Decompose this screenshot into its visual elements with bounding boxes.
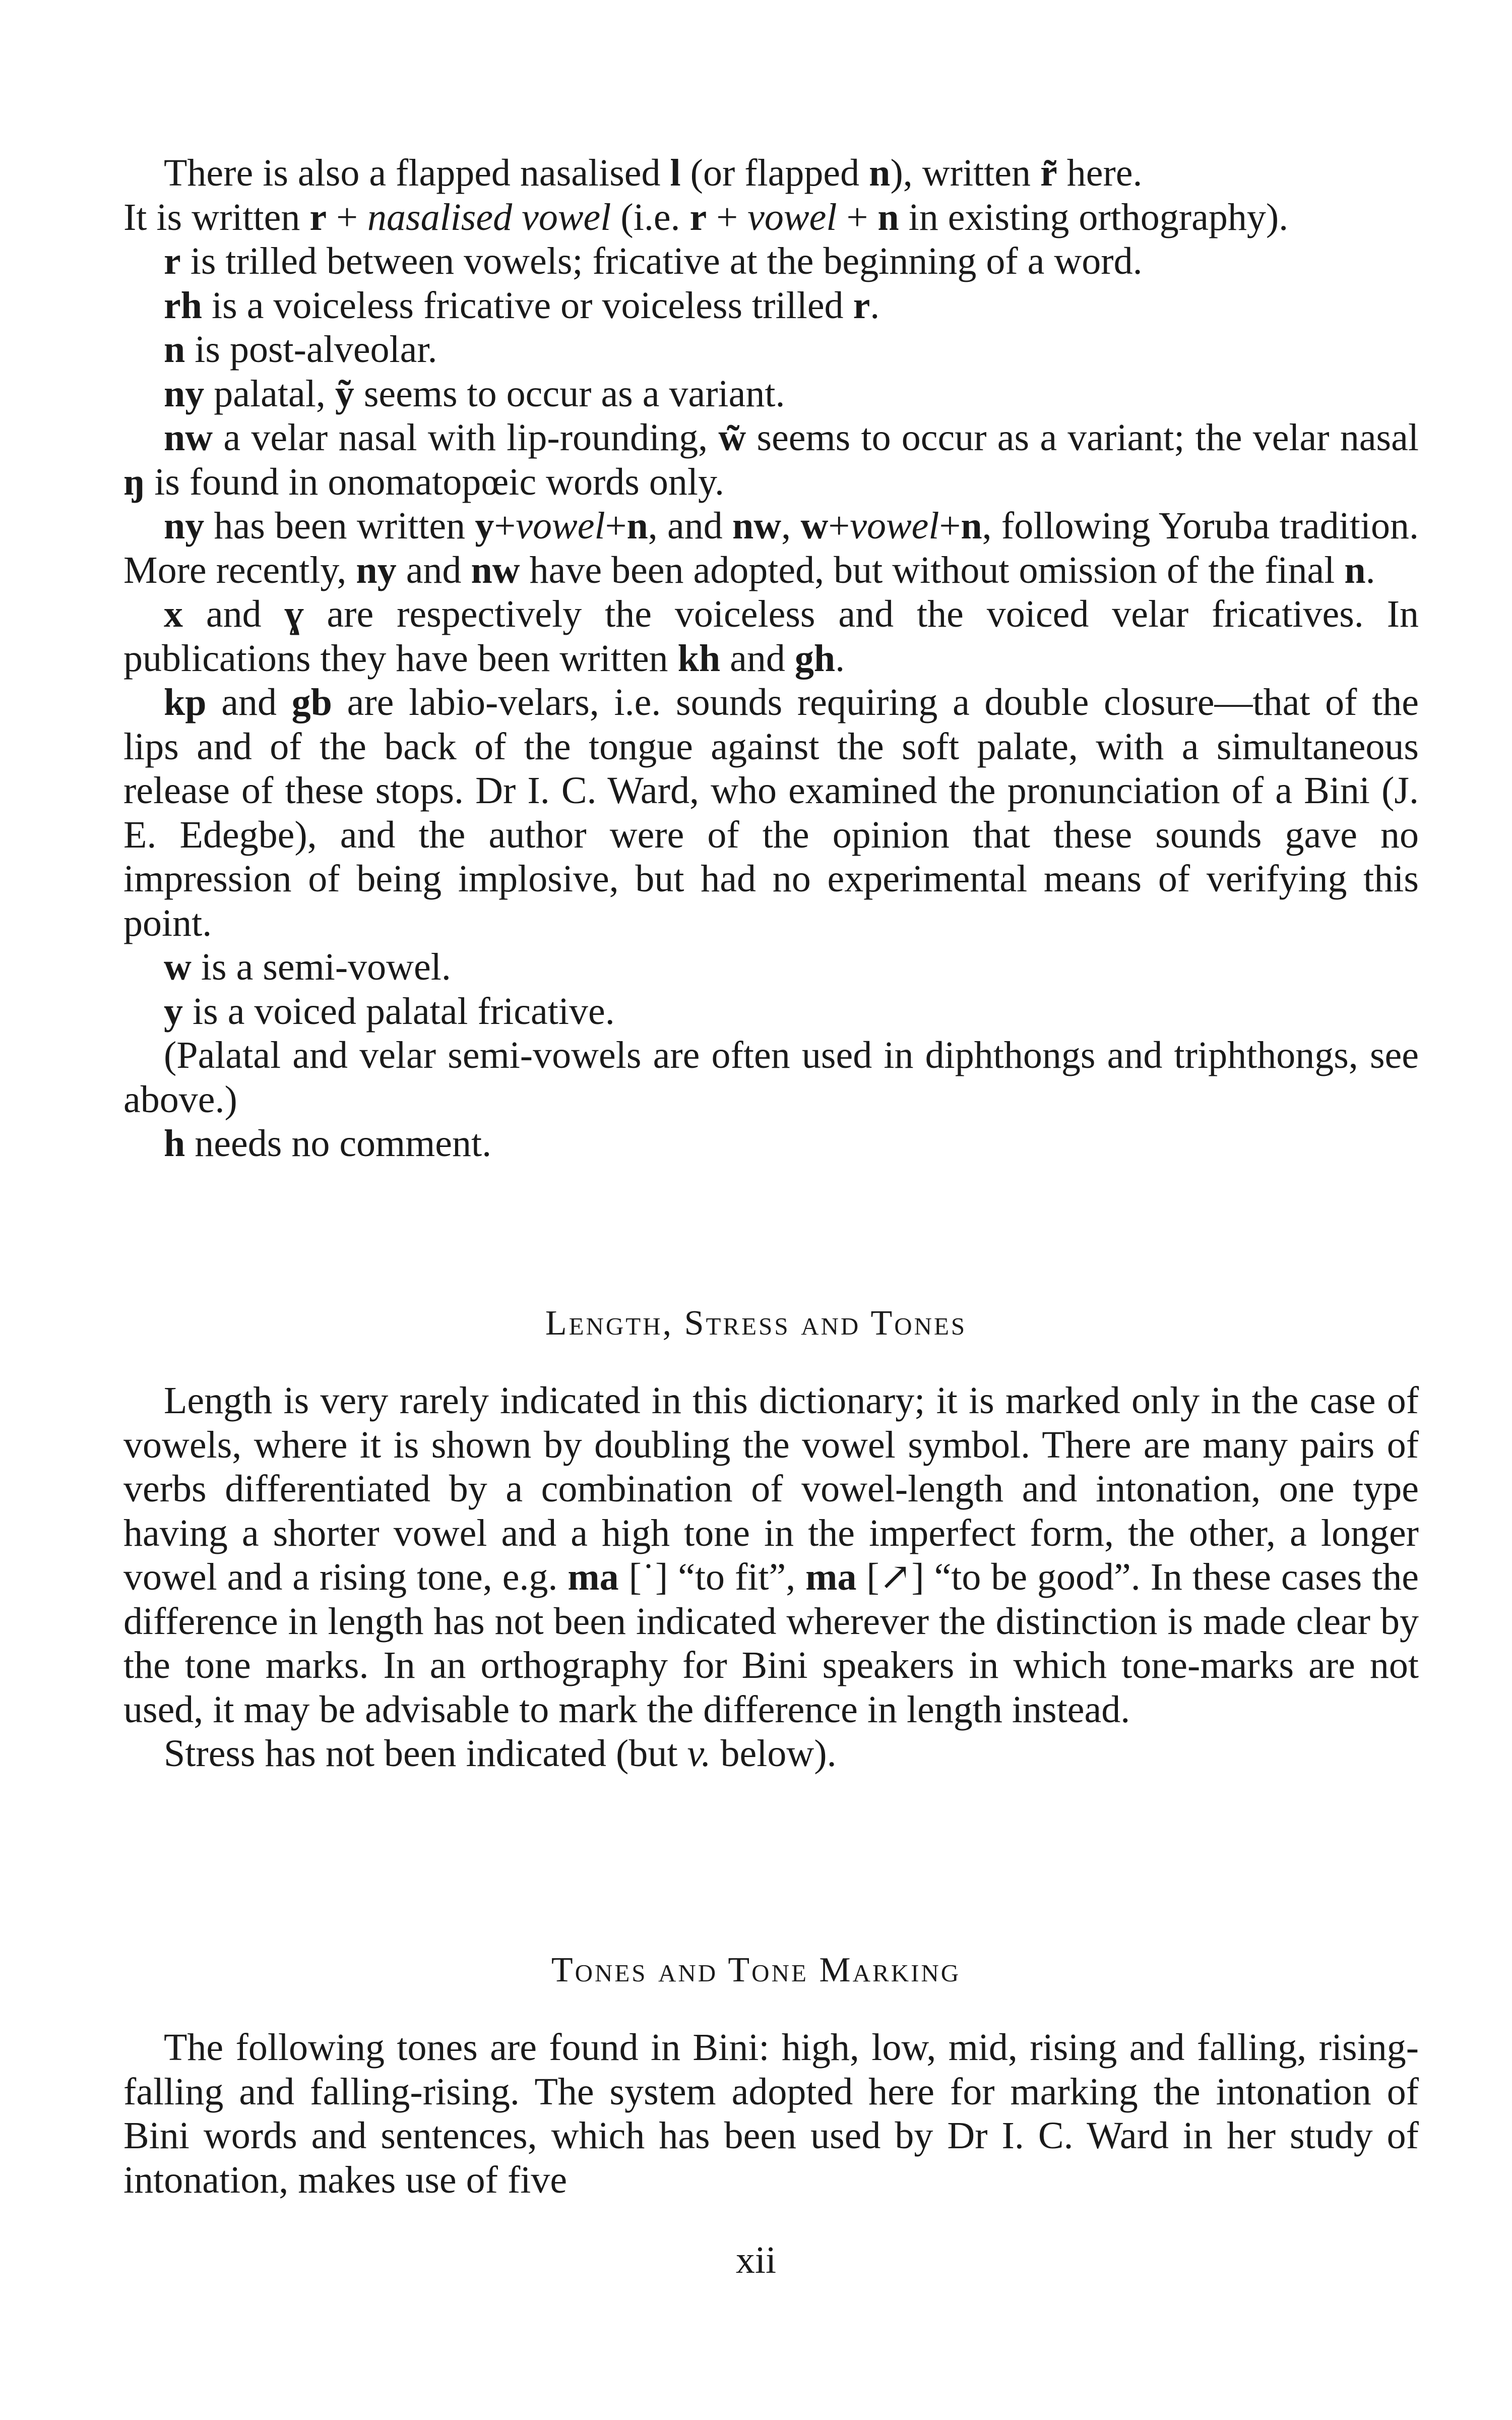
consonant-notes xyxy=(123,151,1419,1166)
bold-text: w̃ xyxy=(718,416,746,459)
text-run: has been written xyxy=(204,505,475,547)
text-run: The following tones are found in Bini: high, low, mid, rising and falling, rising-falling and falling-rising. The system adopted here for marking the intonation of Bini words and sentences, which has been used by Dr I. C. Ward in her study of intonation, makes use of five xyxy=(123,2026,1419,2201)
paragraph xyxy=(123,196,1419,240)
bold-text: nw xyxy=(164,416,213,459)
bold-text: ny xyxy=(356,549,397,591)
bold-text: w xyxy=(800,505,829,547)
bold-text: w xyxy=(164,946,192,988)
bold-text: r xyxy=(689,196,707,238)
text-run: and xyxy=(396,549,471,591)
bold-text: gb xyxy=(291,681,332,723)
text-run: It is written xyxy=(123,196,310,238)
paragraph xyxy=(123,239,1419,284)
text-run: needs no comment. xyxy=(185,1122,492,1165)
text-run: below). xyxy=(711,1732,837,1775)
text-run: seems to occur as a variant; the velar nasal xyxy=(746,416,1419,459)
text-run: , and xyxy=(648,505,733,547)
paragraph xyxy=(123,945,1419,990)
section-heading-length-stress-tones: Length, Stress and Tones xyxy=(545,1304,967,1343)
text-run: (or flapped xyxy=(680,152,869,194)
paragraph xyxy=(123,284,1419,328)
paragraph xyxy=(123,1732,1419,1776)
italic-text: vowel xyxy=(516,505,605,547)
text-run: [↗] “to be good”. In these cases the difference in length has not been indicated wherever the distinction is made clear by the tone marks. In an orthography for Bini speakers in which tone-marks are not used, it may be advisable to mark the difference in length instead. xyxy=(123,1556,1419,1731)
text-run: + xyxy=(837,196,878,238)
bold-text: kh xyxy=(677,637,721,680)
text-run: (i.e. xyxy=(611,196,690,238)
bold-text: n xyxy=(626,505,648,547)
bold-text: y xyxy=(475,505,494,547)
text-run: . xyxy=(1365,549,1375,591)
paragraph xyxy=(123,1122,1419,1166)
bold-text: n xyxy=(877,196,899,238)
page-number: xii xyxy=(735,2239,777,2281)
text-run: . xyxy=(835,637,845,680)
bold-text: gh xyxy=(794,637,836,680)
text-run: + xyxy=(494,505,516,547)
text-run: + xyxy=(605,505,627,547)
text-run: seems to occur as a variant. xyxy=(354,372,785,415)
section-heading-tones-marking: Tones and Tone Marking xyxy=(551,1951,961,1989)
text-run: + xyxy=(707,196,748,238)
bold-text: n xyxy=(164,328,185,371)
paragraph xyxy=(123,990,1419,1034)
text-run: and xyxy=(183,593,285,635)
bold-text: n xyxy=(961,505,982,547)
text-run: , xyxy=(781,505,801,547)
bold-text: n xyxy=(1344,549,1366,591)
bold-text: nw xyxy=(732,505,782,547)
paragraph xyxy=(123,151,1419,196)
paragraph xyxy=(123,504,1419,592)
paragraph xyxy=(123,2026,1419,2202)
paragraph xyxy=(123,681,1419,945)
bold-text: l xyxy=(670,152,681,194)
text-run: and xyxy=(720,637,795,680)
text-run: have been adopted, but without omission of the final xyxy=(520,549,1345,591)
length-stress-section xyxy=(123,1379,1419,1776)
bold-text: ỹ xyxy=(335,372,354,415)
paragraph xyxy=(123,592,1419,681)
text-run: is post-alveolar. xyxy=(185,328,437,371)
bold-text: r xyxy=(853,284,870,327)
text-run: is a voiceless fricative or voiceless trilled xyxy=(202,284,853,327)
text-run: [˙] “to fit”, xyxy=(618,1556,806,1598)
text-run: + xyxy=(939,505,961,547)
bold-text: ny xyxy=(164,372,205,415)
italic-text: vowel xyxy=(850,505,939,547)
text-run: here. xyxy=(1057,152,1143,194)
text-run: and xyxy=(206,681,292,723)
text-run: in existing orthography). xyxy=(899,196,1289,238)
bold-text: r xyxy=(309,196,327,238)
text-run: + xyxy=(327,196,367,238)
text-run: There is also a flapped nasalised xyxy=(164,152,670,194)
text-run: Stress has not been indicated (but xyxy=(164,1732,687,1775)
tones-section xyxy=(123,2026,1419,2202)
bold-text: x xyxy=(164,593,183,635)
italic-text: vowel xyxy=(747,196,837,238)
paragraph xyxy=(123,372,1419,416)
bold-text: h xyxy=(164,1122,185,1165)
paragraph xyxy=(123,1379,1419,1732)
text-run: , following Yoruba tradition. More recently, xyxy=(123,505,1419,591)
text-run: is a semi-vowel. xyxy=(191,946,451,988)
bold-text: r̃ xyxy=(1040,152,1057,194)
text-run: are labio-velars, i.e. sounds requiring a double closure—that of the lips and of the back of the tongue against the soft palate, with a simultaneous release of these stops. Dr I. C. Ward, who examined the pronunciation of a Bini (J. E. Edegbe), and the author were of the opinion that these sounds gave no impression of being implosive, but had no experimental means of verifying this point. xyxy=(123,681,1419,944)
text-run: are respectively the voiceless and the voiced velar fricatives. In publications they have been written xyxy=(123,593,1419,680)
bold-text: ny xyxy=(164,505,205,547)
text-run: is trilled between vowels; fricative at the beginning of a word. xyxy=(180,240,1143,282)
bold-text: ma xyxy=(805,1556,857,1598)
bold-text: n xyxy=(869,152,891,194)
paragraph xyxy=(123,1034,1419,1122)
italic-text: v. xyxy=(687,1732,711,1775)
bold-text: ɣ xyxy=(284,593,304,635)
bold-text: rh xyxy=(164,284,202,327)
text-run: is a voiced palatal fricative. xyxy=(183,990,615,1033)
text-run: . xyxy=(870,284,880,327)
paragraph xyxy=(123,328,1419,372)
text-run: ), written xyxy=(890,152,1041,194)
bold-text: ŋ xyxy=(123,460,145,503)
bold-text: kp xyxy=(164,681,207,723)
bold-text: r xyxy=(164,240,181,282)
italic-text: nasalised vowel xyxy=(367,196,611,238)
text-run: a velar nasal with lip-rounding, xyxy=(213,416,719,459)
paragraph xyxy=(123,416,1419,504)
text-run: palatal, xyxy=(204,372,335,415)
text-run: (Palatal and velar semi-vowels are often used in diphthongs and triphthongs, see above.) xyxy=(123,1034,1419,1121)
bold-text: ma xyxy=(568,1556,619,1598)
bold-text: y xyxy=(164,990,183,1033)
text-run: + xyxy=(828,505,850,547)
bold-text: nw xyxy=(471,549,520,591)
text-run: Length is very rarely indicated in this dictionary; it is marked only in the case of vowels, where it is shown by doubling the vowel symbol. There are many pairs of verbs differentiated by a combination of vowel-length and intonation, one type having a shorter vowel and a high tone in the imperfect form, the other, a longer vowel and a rising tone, e.g. xyxy=(123,1379,1419,1598)
text-run: is found in onomatopœic words only. xyxy=(145,460,725,503)
